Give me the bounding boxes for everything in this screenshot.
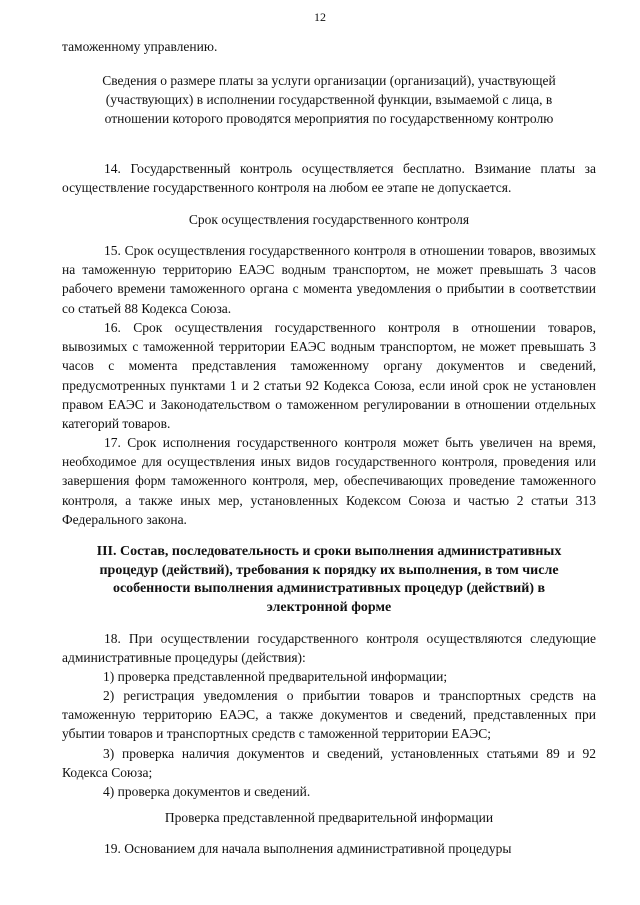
paragraph-17: 17. Срок исполнения государственного контроля может быть увеличен на время, необходимое для осуществления иных видов государственного контроля, проведения или завершения форм таможенного контроля, мер, обеспечивающих проведение таможенного контроля, а также иных мер, установленных Кодексом Союза и частью 2 статьи 313 Федерального закона. xyxy=(62,435,596,527)
fee-heading: Сведения о размере платы за услуги организации (организаций), участвующей (участвующих) в исполнении государственной функции, взымаемой с лица, в отношении которого проводятся мероприятия по государственному контролю xyxy=(102,73,556,127)
list-item-4: 4) проверка документов и сведений. xyxy=(103,784,311,799)
paragraph-14: 14. Государственный контроль осуществляется бесплатно. Взимание платы за осуществление государственного контроля на любом ее этапе не допускается. xyxy=(62,161,596,196)
list-item-3: 3) проверка наличия документов и сведений, установленных статьями 89 и 92 Кодекса Союза; xyxy=(62,746,596,781)
list-item-2: 2) регистрация уведомления о прибытии товаров и транспортных средств на таможенную территорию ЕАЭС, а также документов и сведений, представленных при убытии товаров и транспортных средств с таможенной территории ЕАЭС; xyxy=(62,688,596,742)
paragraph-16: 16. Срок осуществления государственного контроля в отношении товаров, вывозимых с таможенной территории ЕАЭС водным транспортом, не может превышать 3 часов с момента представления таможенному органу документов и сведений, предусмотренных пунктами 1 и 2 статьи 92 Кодекса Союза, если иной срок не установлен правом ЕАЭС и Законодательством о таможенном регулировании в отношении отдельных категорий товаров. xyxy=(62,320,596,432)
check-heading: Проверка представленной предварительной информации xyxy=(164,810,494,825)
term-heading: Срок осуществления государственного контроля xyxy=(188,212,470,227)
paragraph-18: 18. При осуществлении государственного контроля осуществляются следующие административные процедуры (действия): xyxy=(62,631,596,666)
list-item-1: 1) проверка представленной предварительной информации; xyxy=(103,669,448,684)
paragraph-15: 15. Срок осуществления государственного контроля в отношении товаров, ввозимых на таможенную территорию ЕАЭС водным транспортом, не может превышать 3 часов рабочего времени таможенного органа с момента уведомления о прибытии в соответствии со статьей 88 Кодекса Союза. xyxy=(62,243,596,316)
page-number: 12 xyxy=(314,10,326,24)
continuation-text: таможенному управлению. xyxy=(62,39,218,54)
paragraph-19: 19. Основанием для начала выполнения административной процедуры xyxy=(104,841,512,856)
section-3-heading: III. Состав, последовательность и сроки выполнения административных процедур (действий), требования к порядку их выполнения, в том числе особенности выполнения административных процедур (действий) в электронной форме xyxy=(96,544,562,615)
